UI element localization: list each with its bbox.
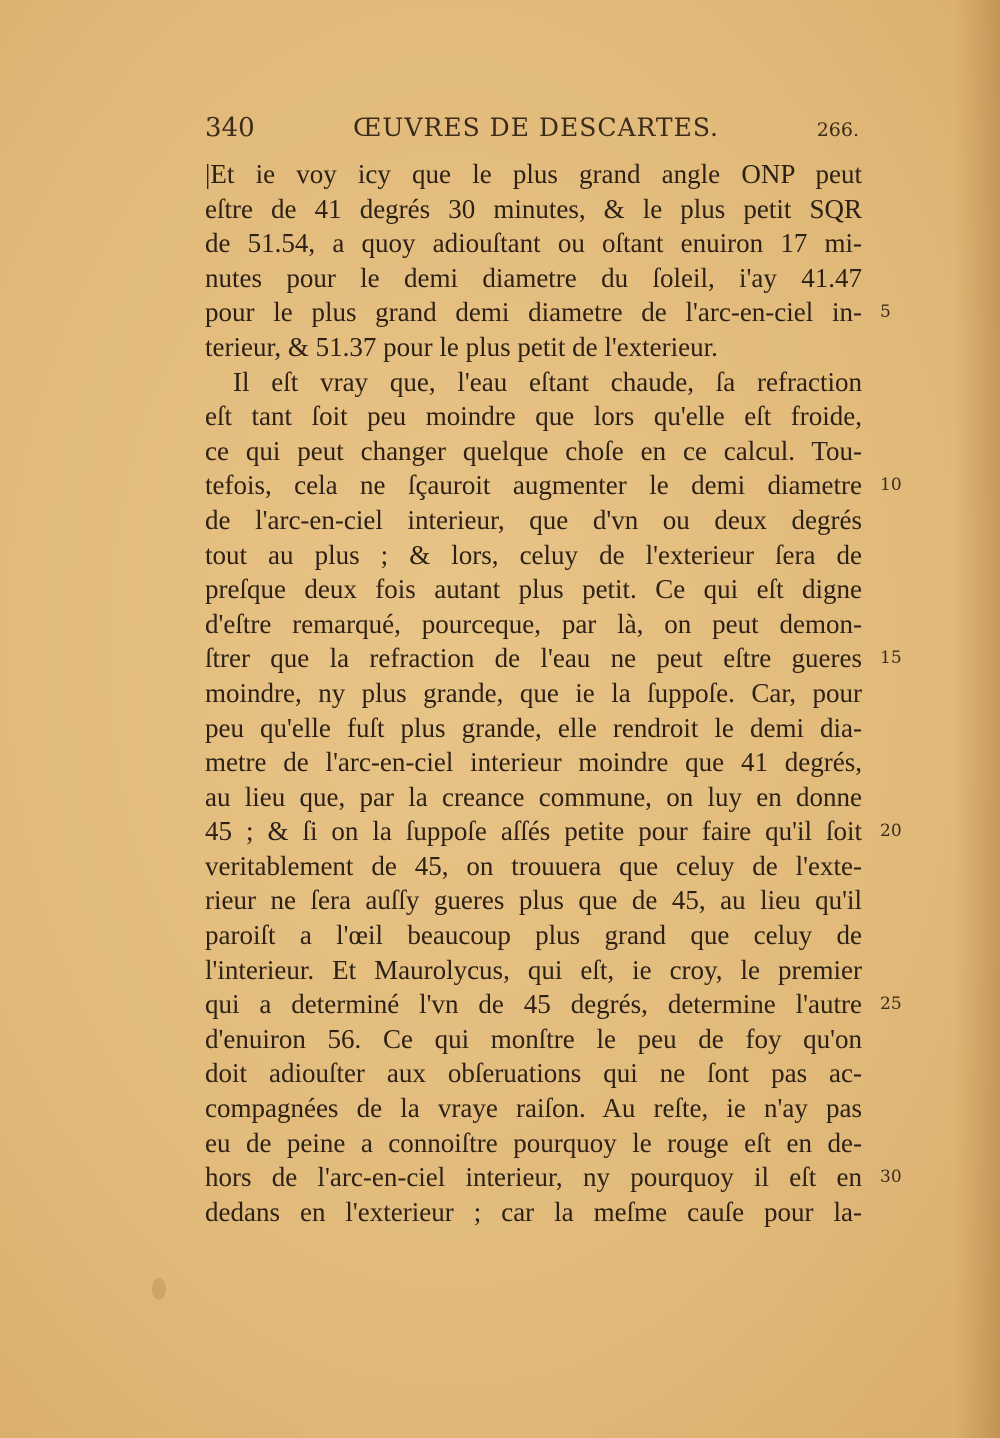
text-line-26: d'enuiron 56. Ce qui monſtre le peu de foy qu'on bbox=[205, 1023, 862, 1054]
text-line-28: compagnées de la vraye raiſon. Au reſte, ie n'ay pas bbox=[205, 1093, 862, 1124]
text-line-5: pour le plus grand demi diametre de l'arc-en-ciel in- bbox=[205, 297, 862, 328]
body-text bbox=[205, 157, 862, 1229]
text-line-29: eu de peine a connoiſtre pourquoy le rouge eſt en de- bbox=[205, 1127, 862, 1158]
text-line-24: l'interieur. Et Maurolycus, qui eſt, ie croy, le premier bbox=[205, 954, 862, 985]
text-line-16: moindre, ny plus grande, que ie la ſuppoſe. Car, pour bbox=[205, 677, 862, 708]
text-line-31: dedans en l'exterieur ; car la meſme cauſe pour la- bbox=[205, 1196, 862, 1227]
page-header bbox=[205, 108, 867, 148]
text-line-25: qui a determiné l'vn de 45 degrés, determine l'autre bbox=[205, 989, 862, 1020]
text-line-14: d'eſtre remarqué, pourceque, par là, on peut demon- bbox=[205, 608, 862, 639]
text-line-2: eſtre de 41 degrés 30 minutes, & le plus petit SQR bbox=[205, 193, 862, 224]
text-line-11: de l'arc-en-ciel interieur, que d'vn ou deux degrés bbox=[205, 504, 862, 535]
text-line-17: peu qu'elle fuſt plus grande, elle rendroit le demi dia- bbox=[205, 712, 862, 743]
text-line-3: de 51.54, a quoy adiouſtant ou oſtant enuiron 17 mi- bbox=[205, 228, 862, 259]
text-line-22: rieur ne ſera auſſy gueres plus que de 45, au lieu qu'il bbox=[205, 885, 862, 916]
text-line-7: Il eſt vray que, l'eau eſtant chaude, ſa refraction bbox=[233, 366, 862, 397]
line-number-25: 25 bbox=[880, 994, 902, 1014]
line-number-20: 20 bbox=[880, 821, 902, 841]
text-line-27: doit adiouſter aux obſeruations qui ne ſont pas ac- bbox=[205, 1058, 862, 1089]
line-number-15: 15 bbox=[880, 648, 902, 668]
page-number: 340 bbox=[205, 113, 255, 143]
text-line-18: metre de l'arc-en-ciel interieur moindre que 41 degrés, bbox=[205, 747, 862, 778]
text-line-21: veritablement de 45, on trouuera que celuy de l'exte- bbox=[205, 850, 862, 881]
text-line-1: |Et ie voy icy que le plus grand angle ONP peut bbox=[205, 159, 862, 189]
line-number-10: 10 bbox=[880, 475, 902, 495]
text-line-13: preſque deux fois autant plus petit. Ce qui eſt digne bbox=[205, 574, 862, 605]
text-line-23: paroiſt a l'œil beaucoup plus grand que celuy de bbox=[205, 920, 862, 951]
text-line-12: tout au plus ; & lors, celuy de l'exterieur ſera de bbox=[205, 539, 862, 570]
running-title: ŒUVRES DE DESCARTES. bbox=[352, 113, 720, 142]
line-number-5: 5 bbox=[880, 302, 891, 322]
original-page-reference: 266. bbox=[816, 119, 859, 141]
text-line-8: eſt tant ſoit peu moindre que lors qu'elle eſt froide, bbox=[205, 401, 862, 432]
text-line-10: tefois, cela ne ſçauroit augmenter le demi diametre bbox=[205, 470, 862, 501]
text-line-20: 45 ; & ſi on la ſuppoſe aſſés petite pour faire qu'il ſoit bbox=[205, 816, 862, 847]
line-number-30: 30 bbox=[880, 1167, 902, 1187]
text-line-6: terieur, & 51.37 pour le plus petit de l'exterieur. bbox=[205, 331, 718, 362]
text-line-15: ſtrer que la refraction de l'eau ne peut eſtre gueres bbox=[205, 643, 862, 674]
text-line-9: ce qui peut changer quelque choſe en ce calcul. Tou- bbox=[205, 435, 862, 466]
text-line-4: nutes pour le demi diametre du ſoleil, i'ay 41.47 bbox=[205, 262, 862, 293]
paper-stain bbox=[152, 1278, 166, 1300]
text-line-30: hors de l'arc-en-ciel interieur, ny pourquoy il eſt en bbox=[205, 1162, 862, 1193]
text-line-19: au lieu que, par la creance commune, on luy en donne bbox=[205, 781, 862, 812]
